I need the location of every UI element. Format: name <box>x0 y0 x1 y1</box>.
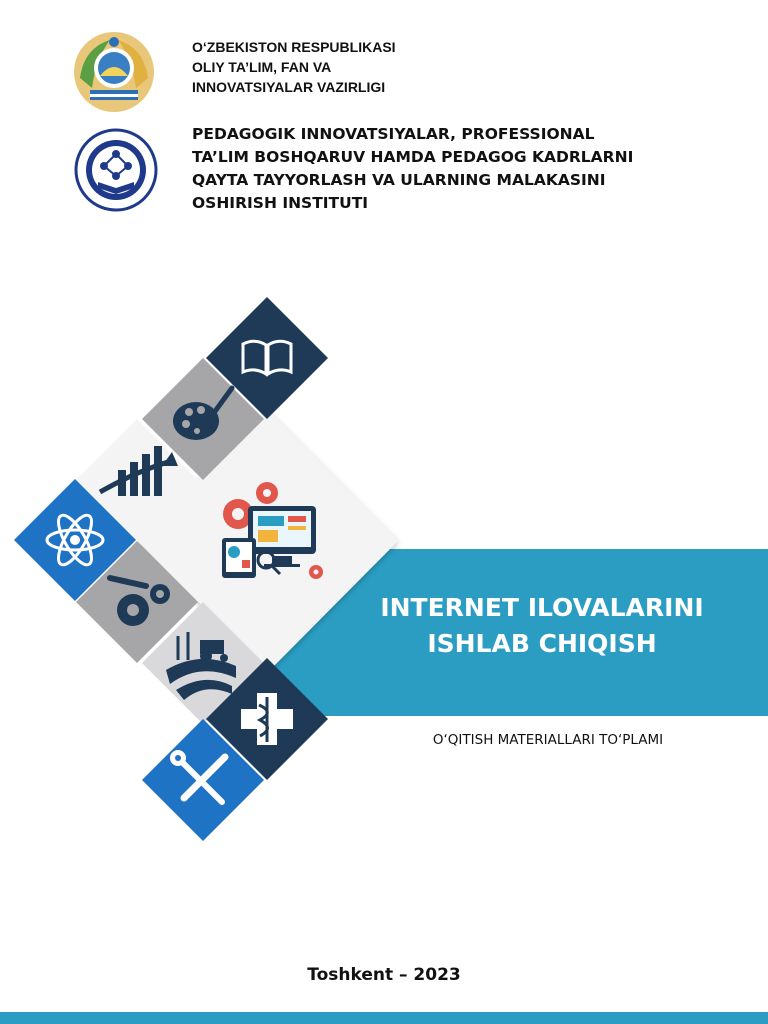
ministry-name: O‘ZBEKISTON RESPUBLIKASI OLIY TA’LIM, FAN VA INNOVATSIYALAR VAZIRLIGI <box>192 39 396 95</box>
cover-subtitle: O‘QITISH MATERIALLARI TO‘PLAMI <box>432 732 664 748</box>
state-emblem-icon <box>70 28 158 116</box>
bottom-bar <box>0 1012 768 1024</box>
cover-artwork <box>0 290 420 850</box>
cover-title: INTERNET ILOVALARINI ISHLAB CHIQISH <box>380 593 704 658</box>
place-year: Toshkent – 2023 <box>307 965 461 985</box>
institute-logo-icon <box>72 126 160 214</box>
institute-name: PEDAGOGIK INNOVATSIYALAR, PROFESSIONAL TA’LIM BOSHQARUV HAMDA PEDAGOG KADRLARNI QAYTA TAYYORLASH VA ULARNING MALAKASINI OSHIRISH INSTITUTI <box>192 125 634 212</box>
